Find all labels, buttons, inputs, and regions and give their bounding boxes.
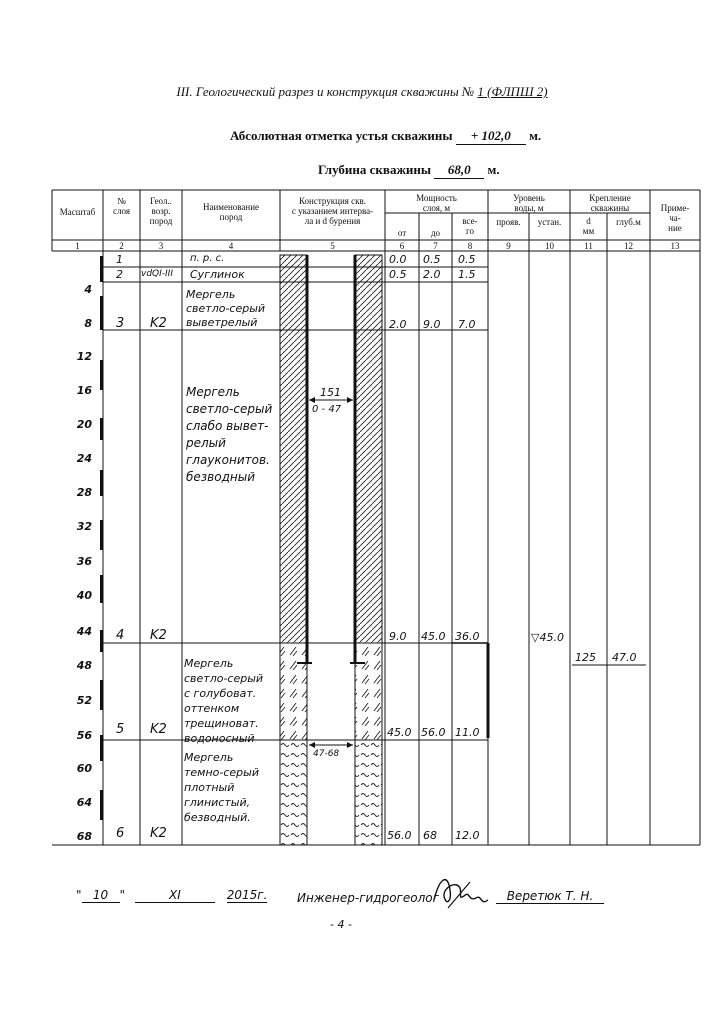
layer-to: 2.0 <box>423 268 441 281</box>
col-casing-depth-header: глуб.м <box>616 217 641 227</box>
scale-label: 16 <box>76 384 92 397</box>
col-number: 5 <box>330 241 335 251</box>
layer-to: 45.0 <box>421 630 446 643</box>
col-number: 10 <box>545 241 554 251</box>
col-notes-header: Приме- ча- ние <box>660 203 690 233</box>
page-number: - 4 - <box>330 918 352 931</box>
col-geo-age-header: Геол.. возр. пород <box>149 196 173 226</box>
layer-name: Мергель темно-серый плотный глинистый, безводный. <box>184 751 259 824</box>
scale-label: 64 <box>76 796 92 809</box>
layer-no: 3 <box>116 316 125 331</box>
layer-total: 7.0 <box>458 318 476 331</box>
scale-label: 52 <box>76 694 92 707</box>
scale-label: 20 <box>76 418 92 431</box>
scale-label: 8 <box>84 317 92 330</box>
scale-label: 24 <box>76 452 92 465</box>
layer-age: K2 <box>150 826 167 841</box>
drill-diameter-1: 151 <box>320 386 341 399</box>
col-scale-header: Масштаб <box>59 207 96 217</box>
scale-label: 56 <box>76 729 92 742</box>
col-number: 4 <box>228 241 234 251</box>
col-number: 3 <box>158 241 164 251</box>
col-rock-name-header: Наименование пород <box>202 202 260 222</box>
layer-total: 12.0 <box>455 829 480 842</box>
layer-total: 0.5 <box>458 253 476 266</box>
signature-date: " 10 " XI 2015г. <box>76 888 268 902</box>
layer-name: п. р. с. <box>190 253 225 264</box>
layer-total: 11.0 <box>455 726 480 739</box>
col-water-static-header: устан. <box>537 217 562 227</box>
scale-label: 36 <box>76 555 92 568</box>
layer-to: 9.0 <box>423 318 441 331</box>
col-number: 11 <box>584 241 593 251</box>
layer-from: 9.0 <box>389 630 407 643</box>
layer-from: 56.0 <box>387 829 412 842</box>
layer-no: 2 <box>116 268 123 281</box>
title-text: III. Геологический разрез и конструкция скважины № <box>176 84 475 99</box>
signer-position: Инженер-гидрогеолог <box>297 891 439 905</box>
depth-label: Глубина скважины <box>318 162 431 177</box>
well-number: 1 (ФЛПШ 2) <box>477 84 548 99</box>
layer-age: K2 <box>150 316 167 331</box>
layer-to: 68 <box>423 829 437 842</box>
scale-label: 40 <box>76 589 92 602</box>
col-total-header: все- го <box>462 216 478 236</box>
layer-no: 1 <box>116 253 123 266</box>
layer-name: Мергель светло-серый с голубоват. оттенком трещиноват. водоносный <box>184 657 264 745</box>
static-water-level: ▽45.0 <box>531 631 564 644</box>
layer-name: Мергель светло-серый выветрелый <box>186 288 266 329</box>
layer-from: 45.0 <box>387 726 412 739</box>
signer-name: Веретюк Т. Н. <box>496 889 604 904</box>
scale-label: 60 <box>76 762 92 775</box>
col-water-appear-header: прояв. <box>496 217 521 227</box>
scale-label: 68 <box>76 830 92 843</box>
layer-age: K2 <box>150 722 167 737</box>
col-to-header: до <box>430 228 441 238</box>
col-number: 12 <box>624 241 633 251</box>
drill-interval-1: 0 - 47 <box>312 404 342 415</box>
scale-label: 4 <box>84 283 92 296</box>
layer-no: 5 <box>116 722 125 737</box>
layer-age: vdQI-III <box>141 269 173 279</box>
casing-depth: 47.0 <box>612 651 637 664</box>
col-number: 6 <box>399 241 405 251</box>
col-thickness-header: Мощность слоя, м <box>416 193 457 213</box>
scale-label: 48 <box>76 659 92 672</box>
col-water-header: Уровень воды, м <box>513 193 545 213</box>
col-number: 13 <box>670 241 680 251</box>
layer-from: 2.0 <box>389 318 407 331</box>
handwritten-signature <box>430 870 490 912</box>
col-number: 1 <box>75 241 80 251</box>
layer-to: 56.0 <box>421 726 446 739</box>
col-number: 2 <box>119 241 124 251</box>
depth-value: 68,0 <box>434 162 484 179</box>
col-casing-header: Крепление скважины <box>589 193 631 213</box>
layer-from: 0.5 <box>389 268 407 281</box>
col-casing-d-header: d мм <box>582 216 595 236</box>
layer-no: 4 <box>116 628 125 643</box>
mark-unit: м. <box>529 128 542 143</box>
scale-label: 12 <box>76 350 92 363</box>
drill-interval-2: 47-68 <box>313 749 340 759</box>
scale-label: 44 <box>76 625 92 638</box>
casing-diameter: 125 <box>575 651 596 664</box>
layer-no: 6 <box>116 826 125 841</box>
col-construction-header: Конструкция скв. с указанием интерва- ла и d бурения <box>291 196 374 226</box>
layer-name: Суглинок <box>190 268 245 281</box>
layer-from: 0.0 <box>389 253 407 266</box>
layer-total: 36.0 <box>455 630 480 643</box>
mark-label: Абсолютная отметка устья скважины <box>230 128 453 143</box>
layer-total: 1.5 <box>458 268 476 281</box>
layer-to: 0.5 <box>423 253 441 266</box>
depth-unit: м. <box>487 162 500 177</box>
scale-label: 32 <box>76 520 92 533</box>
col-number: 9 <box>506 241 511 251</box>
scale-label: 28 <box>76 486 92 499</box>
col-from-header: от <box>397 228 407 238</box>
col-layer-no-header: № слоя <box>113 196 130 216</box>
col-number: 8 <box>467 241 473 251</box>
layer-name: Мергель светло-серый слабо вывет- релый глауконитов. безводный <box>186 385 273 484</box>
layer-age: K2 <box>150 628 167 643</box>
mark-value: + 102,0 <box>456 128 526 145</box>
col-number: 7 <box>433 241 438 251</box>
